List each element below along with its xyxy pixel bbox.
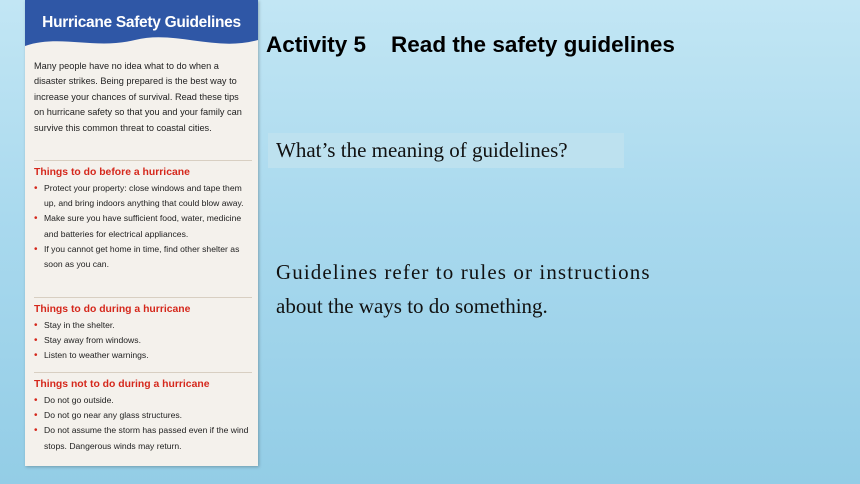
list-item: • Stay away from windows. xyxy=(34,333,250,348)
answer-line-1: Guidelines refer to rules or instructions xyxy=(276,260,651,284)
section-title-not: Things not to do during a hurricane xyxy=(34,379,210,390)
list-item: • Listen to weather warnings. xyxy=(34,348,250,363)
section-title-during: Things to do during a hurricane xyxy=(34,304,191,315)
section-divider xyxy=(34,372,252,373)
list-item: • Make sure you have sufficient food, water, medicine and batteries for electrical appliances. xyxy=(34,211,250,241)
list-item: • If you cannot get home in time, find other shelter as soon as you can. xyxy=(34,242,250,272)
list-item: • Do not go near any glass structures. xyxy=(34,408,250,423)
section-divider xyxy=(34,160,252,161)
list-item: • Stay in the shelter. xyxy=(34,318,250,333)
question-box: What’s the meaning of guidelines? xyxy=(268,133,624,168)
list-during xyxy=(34,318,250,364)
panel-title: Hurricane Safety Guidelines xyxy=(42,14,241,31)
list-item: • Do not go outside. xyxy=(34,393,250,408)
section-title-before: Things to do before a hurricane xyxy=(34,167,190,178)
list-item: • Protect your property: close windows and tape them up, and bring indoors anything that could blow away. xyxy=(34,181,250,211)
list-not xyxy=(34,393,250,454)
hurricane-guidelines-panel xyxy=(25,0,258,466)
activity-heading: Activity 5 Read the safety guidelines xyxy=(266,32,675,57)
answer-line-2: about the ways to do something. xyxy=(276,294,548,318)
list-before xyxy=(34,181,250,272)
answer-text xyxy=(276,255,651,323)
list-item: • Do not assume the storm has passed even if the wind stops. Dangerous winds may return. xyxy=(34,423,250,453)
section-divider xyxy=(34,297,252,298)
intro-paragraph: Many people have no idea what to do when a disaster strikes. Being prepared is the best way to increase your chances of survival. Read these tips on hurricane safety so that you and your family can survive this common threat to coastal cities. xyxy=(34,61,242,133)
